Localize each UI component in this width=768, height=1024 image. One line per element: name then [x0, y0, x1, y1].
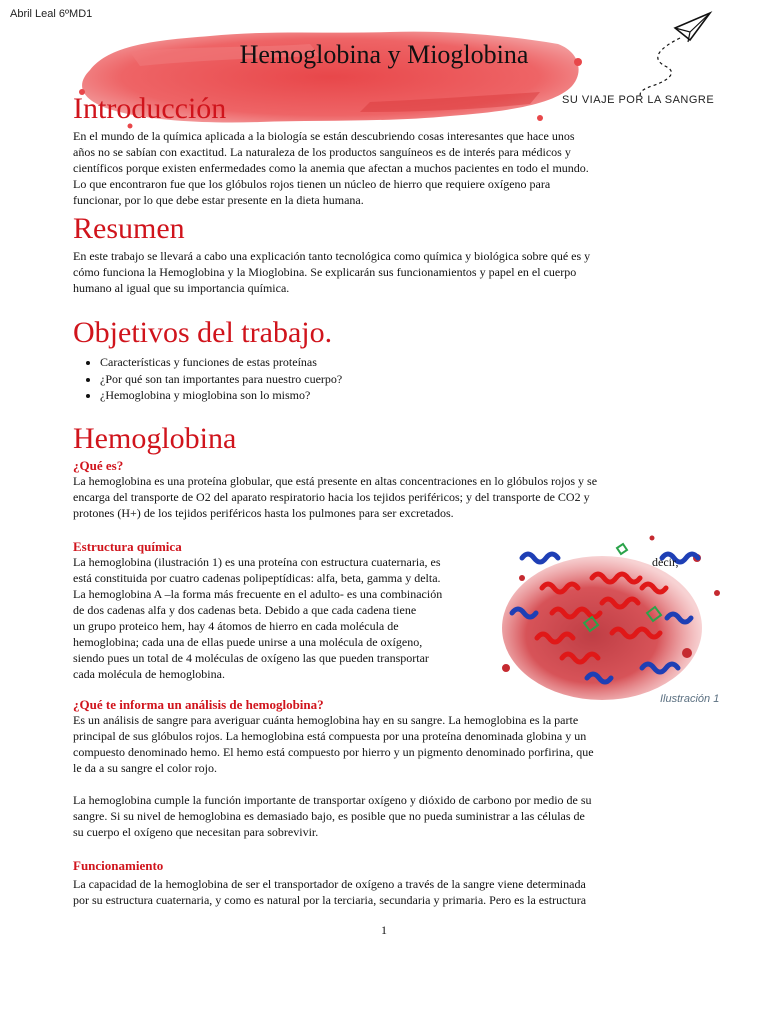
hemoglobina-heading: Hemoglobina	[73, 422, 237, 455]
analisis-paragraph-2: La hemoglobina cumple la función importante de transportar oxígeno y dióxido de carbono por medio de su sangre. Si su nivel de hemoglobina es demasiado bajo, es posible que no pueda suministrar a las células de su cuerpo el oxígeno que necesitan para sobrevivir.	[73, 793, 592, 839]
analisis-paragraph: Es un análisis de sangre para averiguar cuánta hemoglobina hay en su sangre. La hemoglobina es la parte principal de sus glóbulos rojos. La hemoglobina está compuesta por una proteína denominada globina y un compuesto denominado hemo. El hemo está compuesto por hierro y un pigmento denominado porfirina, que le da a su sangre el color rojo.	[73, 713, 594, 775]
funcionamiento-heading: Funcionamiento	[73, 858, 164, 873]
intro-heading: Introducción	[73, 92, 227, 125]
list-item: • ¿Hemoglobina y mioglobina son lo mismo?	[100, 387, 342, 404]
intro-paragraph: En el mundo de la química aplicada a la biología se están descubriendo cosas interesantes que hace unos años no se sabían con exactitud. La naturaleza de los productos sanguíneos es de interés para médicos y científicos porque existen enfermedades como la anemia que afectan a muchos pacientes en todo el mundo. Lo que encontraron fue que los glóbulos rojos tienen un núcleo de hierro que requiere oxígeno para funcionar, por lo que debe estar presente en la dieta humana.	[73, 129, 589, 207]
objetivos-heading: Objetivos del trabajo.	[73, 316, 333, 349]
figure-caption: Ilustración 1	[660, 693, 720, 705]
list-item: • Características y funciones de estas proteínas	[100, 354, 342, 371]
funcionamiento-paragraph: La capacidad de la hemoglobina de ser el transportador de oxígeno a través de la sangre viene determinada por su estructura cuaternaria, y como es natural por la terciaria, secundaria y primaria. Pero es la estructura	[73, 877, 587, 907]
page-number: 1	[381, 923, 387, 937]
document-subtitle: SU VIAJE POR LA SANGRE	[562, 94, 715, 106]
paper-plane-icon	[630, 8, 740, 103]
analisis-heading: ¿Qué te informa un análisis de hemoglobina?	[73, 697, 324, 712]
que-es-paragraph: La hemoglobina es una proteína globular, que está presente en altas concentraciones en lo glóbulos rojos y se encarga del transporte de O2 del aparato respiratorio hacia los tejidos periféricos; y del transporte de CO2 y protones (H+) de los tejidos periféricos hasta los pulmones para ser excretados.	[73, 474, 598, 520]
resumen-heading: Resumen	[73, 212, 185, 245]
list-item: • ¿Por qué son tan importantes para nuestro cuerpo?	[100, 371, 342, 388]
document-title: Hemoglobina y Mioglobina	[239, 40, 529, 69]
estructura-fragment: decir,	[652, 555, 679, 569]
resumen-paragraph: En este trabajo se llevará a cabo una explicación tanto tecnológica como química y biológica sobre qué es y cómo funciona la Hemoglobina y la Mioglobina. Se explicarán sus funcionamientos y papel en el cuerpo humano al igual que su importancia química.	[73, 249, 591, 295]
estructura-paragraph: La hemoglobina (ilustración 1) es una proteína con estructura cuaternaria, es está constituida por cuatro cadenas polipeptídicas: alfa, beta, gamma y delta. La hemoglobina A –la forma más frecuente en el adulto- es una combinación de dos cadenas alfa y dos cadenas beta. Debido a que cada cadena tiene un grupo proteico hem, hay 4 átomos de hierro en cada molécula de hemoglobina; cada una de ellas puede unirse a una molécula de oxígeno, siendo pues un total de 4 moléculas de oxígeno las que pueden transportar cada molécula de hemoglobina.	[73, 555, 443, 681]
author-label: Abril Leal 6ºMD1	[10, 8, 93, 20]
protein-structure-image	[492, 518, 732, 708]
estructura-heading: Estructura química	[73, 539, 182, 554]
que-es-heading: ¿Qué es?	[73, 458, 124, 473]
objetivos-list	[82, 354, 342, 404]
